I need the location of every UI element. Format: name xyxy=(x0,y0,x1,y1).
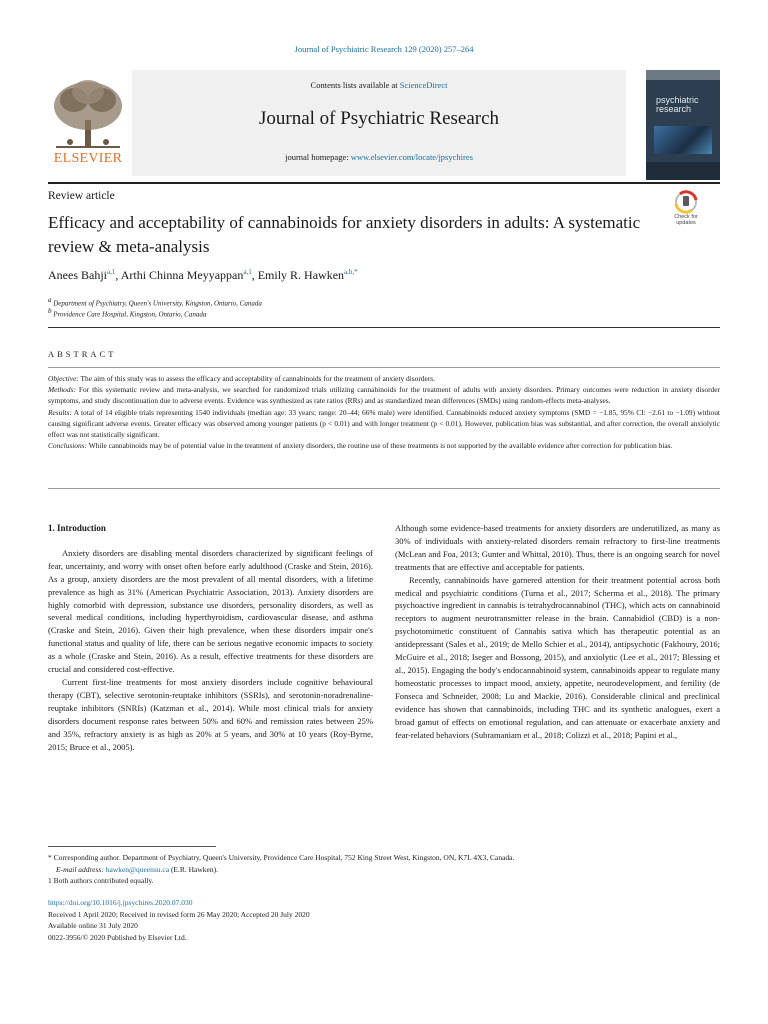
cover-image xyxy=(654,126,712,154)
journal-title: Journal of Psychiatric Research xyxy=(258,108,500,129)
abstract-label: Conclusions: xyxy=(48,441,88,451)
email-suffix: (E.R. Hawken). xyxy=(169,864,219,874)
body-paragraph: Although some evidence-based treatments for anxiety disorders are underutilized, as many as 30% of individuals with anxiety-related disorders remain refractory to first-line treatments (McLean and Foa, 2013; Gunter and Whittal, 2010). Thus, there is an ongoing search for novel treatments that are effective and acceptable for patients. xyxy=(395,523,720,572)
cover-title: psychiatric research xyxy=(656,95,699,114)
abstract-heading: ABSTRACT xyxy=(48,349,117,359)
body-paragraph: Current first-line treatments for most anxiety disorders include cognitive behavioural therapy (CBT), selective serotonin-reuptake inhibitors (SSRIs), and serotonin-noradrenaline-reuptake inhibitors (SNRIs) (Katzman et al., 2014). While most clinical trials for anxiety disorders document response rates between 50% and 60% and remission rates between 25% and 35%, refractory anxiety is as high as 20% at 5 years, and 30% at 10 years (Roy-Byrne, 2015; Bruce et al., 2005). xyxy=(48,676,373,752)
abstract-label: Methods: xyxy=(48,385,76,395)
header-rule xyxy=(48,182,720,184)
article-type: Review article xyxy=(48,190,115,202)
article-title: Efficacy and acceptability of cannabinoids for anxiety disorders in adults: A systematic review & meta-analysis xyxy=(48,213,641,256)
affiliation-a xyxy=(48,296,262,307)
contents-prefix: Contents lists available at xyxy=(310,80,400,90)
section-heading: 1. Introduction xyxy=(48,523,106,533)
body-paragraph: Anxiety disorders are disabling mental disorders characterized by significant feelings of fear, uncertainty, and worry with onset often before early adulthood (Craske and Stein, 2016). As a group, anxiety disorders are the most prevalent of all mental disorders, with a lifetime prevalence as high as 31% (American Psychiatric Association, 2013). Anxiety disorders are highly comorbid with depression, substance use disorders, personality disorders, as well as several medical conditions, including hyperthyroidism, cardiovascular disease, and asthma (Craske and Stein, 2016). Given their high prevalence, when these disorders impair one's functional status and quality of life, there can be serious negative economic impacts to society as a whole (Craske and Stein, 2016). As a result, effective treatments for these disorders are crucial and considered cost-effective. xyxy=(48,547,373,675)
abstract-text: For this systematic review and meta-analysis, we searched for randomized trials utilizing cannabinoids for the treatment of adults with anxiety disorders. Primary outcomes were reduction in anxiety disorder symptoms, and study discontinuation due to adverse events. Evidence was synthesized as rate ratios (RRs) and as standardized mean differences (SMDs) using random-effects meta-analyses. xyxy=(48,385,720,406)
author-marks[interactable]: a,1 xyxy=(107,268,116,276)
email-label: E-mail address: xyxy=(56,864,106,874)
affiliation-rule xyxy=(48,327,720,328)
received-dates: Received 1 April 2020; Received in revised form 26 May 2020; Accepted 20 July 2020 xyxy=(48,909,310,919)
cover-top-band xyxy=(646,70,720,80)
homepage-prefix: journal homepage: xyxy=(285,152,351,162)
available-online: Available online 31 July 2020 xyxy=(48,921,138,930)
cover-bottom-band xyxy=(646,162,720,180)
abstract-text: While cannabinoids may be of potential value in the treatment of anxiety disorders, the routine use of these treatments is not supported by the available evidence after correction for publication bias. xyxy=(87,441,673,451)
affiliation-b xyxy=(48,307,206,318)
abstract-objective xyxy=(48,373,720,384)
abstract-methods xyxy=(48,384,720,406)
author-marks[interactable]: a,1 xyxy=(243,268,252,276)
journal-cover-thumbnail[interactable] xyxy=(646,70,720,180)
affiliation-text: Department of Psychiatry, Queen's University, Kingston, Ontario, Canada xyxy=(53,299,262,308)
abstract-text: A total of 14 eligible trials representing 1540 individuals (median age: 33 years; range: 20–44; 66% male) were identified. Cannabinoids reduced anxiety symptoms (SMD = −1.85, 95% CI: −2.61 to −1.09) without causing significant adverse events. Greater efficacy was observed among younger patients (p < 0.01) and with longer treatment (p < 0.01). However, publication bias was substantial, and after correction, the overall anxiolytic effect was not statistically significant. xyxy=(48,407,720,440)
abstract-rule-bottom xyxy=(48,488,720,489)
sciencedirect-link[interactable]: ScienceDirect xyxy=(399,80,448,90)
abstract-conclusions xyxy=(48,440,720,451)
check-for-updates-label[interactable]: Check for updates xyxy=(674,214,698,226)
body-paragraph: Recently, cannabinoids have garnered attention for their treatment potential across both medical and psychiatric conditions (Turna et al., 2017; Scherma et al., 2018). The primary psychoactive ingredient in cannabis is tetrahydrocannabinol (THC), which acts on cannabinoid receptors to augment neurotransmitter release in the brain. Cannabidiol (CBD) is a non-psychotomimetic constituent of Cannabis sativa which has therapeutic potential as an antidepressant (Sales et al., 2019; de Mello Schier et al., 2014), antipsychotic (Fakhoury, 2016; McGuire et al., 2018; Iseger and Bossong, 2015), and anxiolytic (Lee et al., 2017; Blessing et al., 2015). Engaging the body's endocannabinoid system, cannabinoids appear to regulate many homeostatic processes to impact mood, anxiety, appetite, neurodevelopment, and fertility (de Fonseca and Schneider, 2008; Lu and Mackie, 2016). Considerable clinical and preclinical evidence has shown that cannabinoids, including THC and its synthetic analogues, exert a broad gamut of effects on emotional regulation, and can attenuate or exacerbate anxiety and fear-related behaviors (Subramaniam et al., 2018; Colizzi et al., 2018; Papini et al., xyxy=(395,574,720,740)
author-name: Emily R. Hawken xyxy=(257,268,345,282)
footnote-rule xyxy=(48,846,216,847)
abstract-label: Results: xyxy=(48,407,72,417)
abstract-text: The aim of this study was to assess the efficacy and acceptability of cannabinoids for the treatment of anxiety disorders. xyxy=(78,374,436,383)
abstract-label: Objective: xyxy=(48,374,79,383)
footnotes xyxy=(48,852,720,887)
homepage-line xyxy=(132,152,626,162)
author-name: Anees Bahji xyxy=(48,268,107,282)
affiliation-mark: a xyxy=(48,296,52,304)
contents-line xyxy=(132,80,626,90)
journal-reference[interactable]: Journal of Psychiatric Research 129 (2020) 257–264 xyxy=(294,44,474,54)
email-note xyxy=(48,864,720,876)
author-name: Arthi Chinna Meyyappan xyxy=(120,268,244,282)
elsevier-wordmark: ELSEVIER xyxy=(53,151,123,166)
publication-info xyxy=(48,897,310,943)
abstract-results xyxy=(48,407,720,441)
affiliation-mark: b xyxy=(48,307,52,315)
body-column-right xyxy=(395,522,720,741)
copyright: 0022-3956/© 2020 Published by Elsevier Ltd. xyxy=(48,932,187,942)
affiliation-text: Providence Care Hospital, Kingston, Ontario, Canada xyxy=(53,310,207,319)
doi-link[interactable]: https://doi.org/10.1016/j.jpsychires.2020.07.030 xyxy=(48,898,193,907)
abstract-body xyxy=(48,373,720,451)
abstract-rule-top xyxy=(48,367,720,368)
email-link[interactable]: hawken@queensu.ca xyxy=(105,864,170,874)
corresponding-author-note: * Corresponding author. Department of Psychiatry, Queen's University, Providence Care Hospital, 752 King Street West, Kingston, ON, K7L 4X3, Canada. xyxy=(48,853,515,862)
author-list: Anees Bahji$^{a,1}$, Arthi Chinna Meyyappan$^{a,1}$, Emily R. Hawken$^{a,b,*}$ xyxy=(48,268,358,282)
body-column-left xyxy=(48,522,373,753)
author-marks[interactable]: a,b,* xyxy=(344,268,358,276)
journal-homepage-link[interactable]: www.elsevier.com/locate/jpsychires xyxy=(350,152,473,162)
equal-contribution-note: 1 Both authors contributed equally. xyxy=(48,876,154,885)
